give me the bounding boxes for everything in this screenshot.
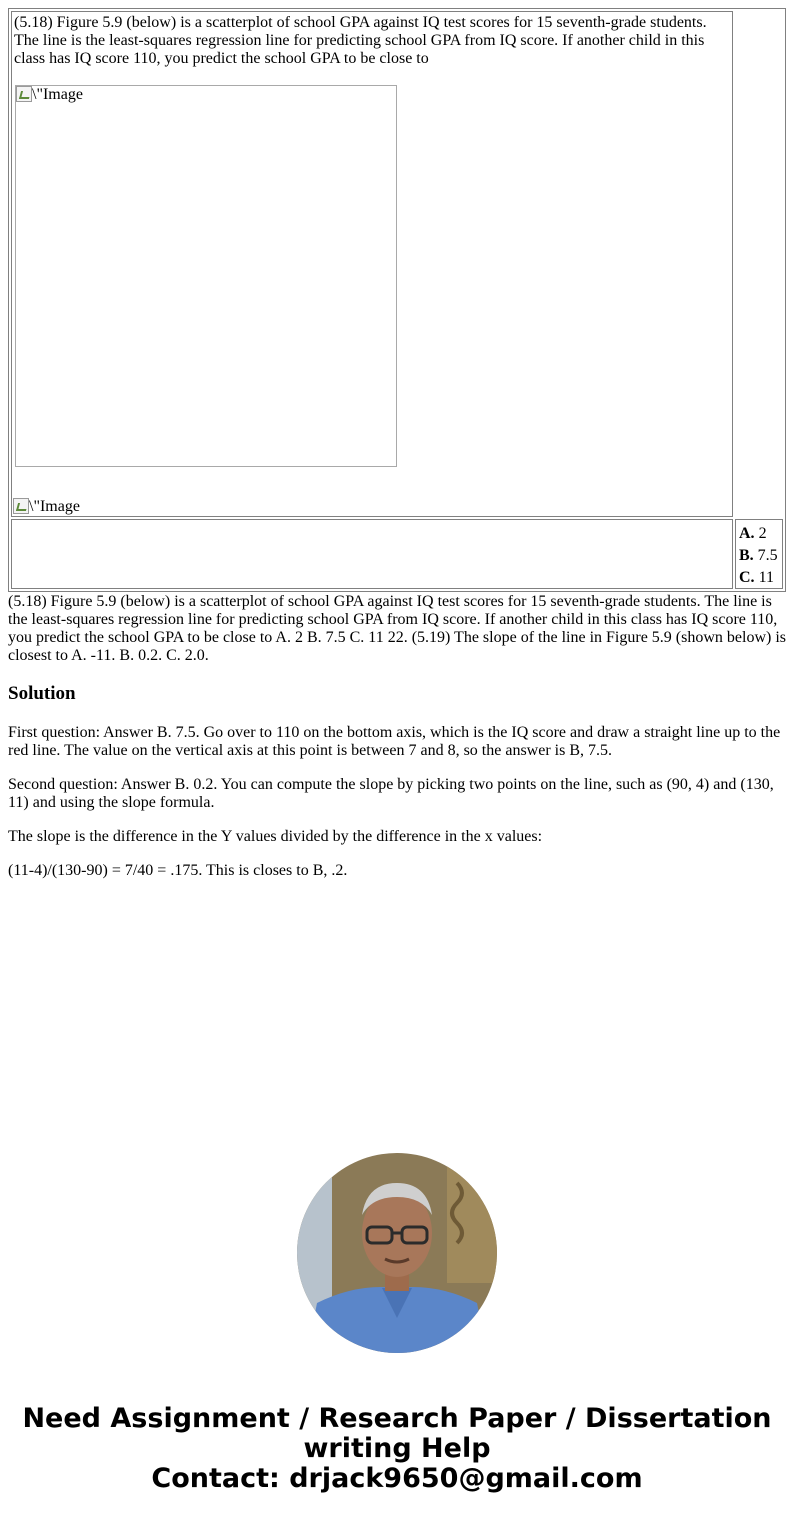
image-alt-text: \"Image [29, 498, 80, 515]
question-table [8, 8, 786, 592]
author-avatar [297, 1153, 497, 1353]
answer-value: 2 [758, 525, 767, 542]
answer-letter: B. [739, 547, 754, 564]
answer-option-b [739, 545, 779, 567]
contact-line-1: Need Assignment / Research Paper / Dissertation [22, 1403, 772, 1434]
solution-heading: Solution [8, 683, 76, 704]
broken-image-placeholder [15, 85, 397, 467]
solution-paragraph: Second question: Answer B. 0.2. You can compute the slope by picking two points on the line, such as (90, 4) and (130, 11) and using the slope formula. [8, 776, 774, 811]
answer-value: 11 [758, 569, 774, 586]
answer-options [735, 519, 783, 589]
solution-paragraph: The slope is the difference in the Y values divided by the difference in the x values: [8, 828, 543, 845]
solution-paragraph: First question: Answer B. 7.5. Go over to 110 on the bottom axis, which is the IQ score and draw a straight line up to the red line. The value on the vertical axis at this point is between 7 and 8, so the answer is B, 7.5. [8, 724, 781, 759]
author-portrait-illustration [297, 1153, 497, 1353]
answer-letter: A. [739, 525, 755, 542]
answer-letter: C. [739, 569, 755, 586]
broken-image-placeholder-2 [13, 498, 80, 516]
solution-paragraph: (11-4)/(130-90) = 7/40 = .175. This is closes to B, .2. [8, 862, 348, 879]
full-question-paragraph: (5.18) Figure 5.9 (below) is a scatterplot of school GPA against IQ test scores for 15 seventh-grade students. The line is the least-squares regression line for predicting school GPA from IQ score. If another child in this class has IQ score 110, you predict the school GPA to be close to A. 2 B. 7.5 C. 11 22. (5.19) The slope of the line in Figure 5.9 (shown below) is closest to A. -11. B. 0.2. C. 2.0. [8, 593, 786, 664]
broken-image-icon [16, 86, 32, 102]
empty-cell [11, 519, 733, 589]
contact-banner [0, 1404, 794, 1494]
answer-option-a [739, 523, 779, 545]
contact-email: Contact: drjack9650@gmail.com [151, 1463, 643, 1494]
question-text: (5.18) Figure 5.9 (below) is a scatterplot of school GPA against IQ test scores for 15 seventh-grade students. The line is the least-squares regression line for predicting school GPA from IQ score. If another child in this class has IQ score 110, you predict the school GPA to be close to [14, 14, 707, 67]
broken-image-icon [13, 498, 29, 514]
answer-option-c [739, 567, 779, 589]
image-alt-text: \"Image [32, 86, 83, 103]
question-cell [11, 11, 733, 517]
contact-line-2: writing Help [303, 1433, 491, 1464]
answer-value: 7.5 [757, 547, 778, 564]
